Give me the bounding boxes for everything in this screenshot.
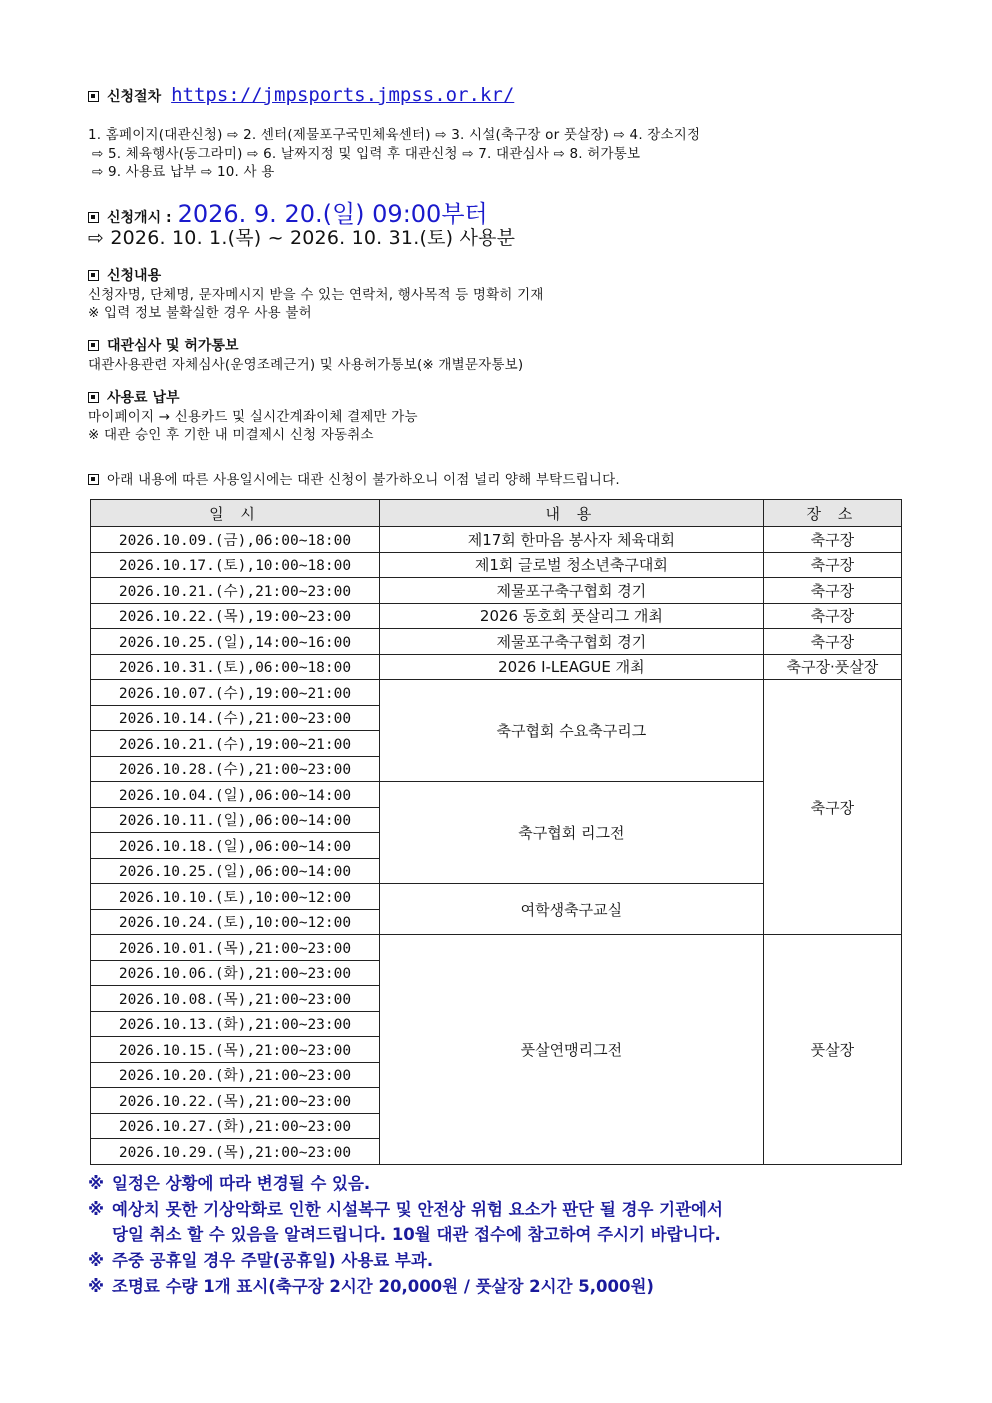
row-content: 제물포구축구협회 경기: [379, 578, 763, 604]
row-place: 축구장: [763, 552, 901, 578]
row-date: 2026.10.06.(화),21:00~23:00: [91, 960, 380, 986]
apply-content-line1: 신청자명, 단체명, 문자메시지 받을 수 있는 연락처, 행사목적 등 명확히 기재: [88, 287, 544, 303]
row-place: 축구장: [763, 527, 901, 553]
schedule-table: [90, 499, 902, 1165]
booking-site-link[interactable]: https://jmpsports.jmpss.or.kr/: [171, 84, 515, 106]
square-bullet-icon: [88, 270, 99, 281]
row-date: 2026.10.29.(목),21:00~23:00: [91, 1139, 380, 1165]
fee-line1: 마이페이지 → 신용카드 및 실시간계좌이체 결제만 가능: [88, 409, 418, 425]
header-datetime: 일 시: [91, 500, 380, 527]
row-date: 2026.10.07.(수),19:00~21:00: [91, 680, 380, 706]
square-bullet-icon: [88, 91, 99, 102]
row-date: 2026.10.08.(목),21:00~23:00: [91, 986, 380, 1012]
procedure-steps-line2: ⇨ 5. 체육행사(동그라미) ⇨ 6. 날짜지정 및 입력 후 대관신청 ⇨ 7. 대관심사 ⇨ 8. 허가통보: [92, 146, 641, 162]
note-mark: ※: [88, 1251, 105, 1270]
row-date: 2026.10.31.(토),06:00~18:00: [91, 654, 380, 680]
note-mark: ※: [88, 1174, 105, 1193]
row-place: 축구장·풋살장: [763, 654, 901, 680]
row-date: 2026.10.18.(일),06:00~14:00: [91, 833, 380, 859]
table-row: [91, 578, 902, 604]
square-bullet-icon: [88, 474, 99, 485]
row-date: 2026.10.25.(일),06:00~14:00: [91, 858, 380, 884]
table-row: [91, 935, 902, 961]
apply-open-period: ⇨ 2026. 10. 1.(목) ~ 2026. 10. 31.(토) 사용분: [88, 227, 516, 249]
note-2-text-a: 예상치 못한 기상악화로 인한 시설복구 및 안전상 위험 요소가 판단 될 경우 기관에서: [112, 1200, 723, 1219]
row-place: 축구장: [763, 578, 901, 604]
header-content: 내 용: [379, 500, 763, 527]
row-place: 축구장: [763, 603, 901, 629]
note-2: [88, 1196, 723, 1220]
review-label: 대관심사 및 허가통보: [107, 338, 239, 354]
note-1-text: 일정은 상황에 따라 변경될 수 있음.: [112, 1174, 371, 1193]
note-mark: ※: [88, 1200, 105, 1219]
table-header-row: [91, 500, 902, 527]
apply-content-heading: [88, 265, 161, 285]
row-date: 2026.10.13.(화),21:00~23:00: [91, 1011, 380, 1037]
procedure-steps-line1: 1. 홈페이지(대관신청) ⇨ 2. 센터(제물포구국민체육센터) ⇨ 3. 시설(축구장 or 풋살장) ⇨ 4. 장소지정: [88, 127, 701, 143]
review-line1: 대관사용관련 자체심사(운영조례근거) 및 사용허가통보(※ 개별문자통보): [88, 357, 524, 373]
header-place: 장 소: [763, 500, 901, 527]
row-date: 2026.10.17.(토),10:00~18:00: [91, 552, 380, 578]
apply-procedure-heading: [88, 84, 514, 106]
row-content: 제1회 글로벌 청소년축구대회: [379, 552, 763, 578]
row-date: 2026.10.22.(목),19:00~23:00: [91, 603, 380, 629]
fee-heading: [88, 387, 180, 407]
row-date: 2026.10.15.(목),21:00~23:00: [91, 1037, 380, 1063]
square-bullet-icon: [88, 392, 99, 403]
table-row: [91, 527, 902, 553]
row-date: 2026.10.27.(화),21:00~23:00: [91, 1113, 380, 1139]
notice-intro: [88, 468, 620, 488]
group-place-soccer: 축구장: [763, 680, 901, 935]
row-content: 제물포구축구협회 경기: [379, 629, 763, 655]
note-3-text: 주중 공휴일 경우 주말(공휴일) 사용료 부과.: [112, 1251, 434, 1270]
row-content: 제17회 한마음 봉사자 체육대회: [379, 527, 763, 553]
group-content-girls-class: 여학생축구교실: [379, 884, 763, 935]
procedure-steps-line3: ⇨ 9. 사용료 납부 ⇨ 10. 사 용: [92, 164, 275, 180]
square-bullet-icon: [88, 340, 99, 351]
group-content-wed-league: 축구협회 수요축구리그: [379, 680, 763, 782]
row-place: 축구장: [763, 629, 901, 655]
notice-intro-text: 아래 내용에 따른 사용일시에는 대관 신청이 불가하오니 이점 널리 양해 부탁드립니다.: [107, 472, 620, 488]
fee-label: 사용료 납부: [107, 390, 180, 406]
apply-open-datetime: 2026. 9. 20.(일) 09:00부터: [177, 200, 488, 228]
group-content-league: 축구협회 리그전: [379, 782, 763, 884]
apply-content-line2: ※ 입력 정보 불확실한 경우 사용 불허: [88, 305, 312, 321]
row-date: 2026.10.21.(수),21:00~23:00: [91, 578, 380, 604]
table-row: [91, 629, 902, 655]
square-bullet-icon: [88, 212, 99, 223]
apply-open-label: 신청개시 :: [107, 210, 172, 226]
group-place-futsal: 풋살장: [763, 935, 901, 1165]
table-row: [91, 603, 902, 629]
row-date: 2026.10.20.(화),21:00~23:00: [91, 1062, 380, 1088]
note-3: [88, 1247, 433, 1271]
table-row: [91, 552, 902, 578]
fee-line2: ※ 대관 승인 후 기한 내 미결제시 신청 자동취소: [88, 427, 374, 443]
apply-content-label: 신청내용: [107, 268, 162, 284]
row-content: 2026 동호회 풋살리그 개최: [379, 603, 763, 629]
note-2-cont: 당일 취소 할 수 있음을 알려드립니다. 10월 대관 접수에 참고하여 주시기 바랍니다.: [112, 1225, 721, 1244]
row-content: 2026 I-LEAGUE 개최: [379, 654, 763, 680]
group-content-futsal-league: 풋살연맹리그전: [379, 935, 763, 1165]
row-date: 2026.10.10.(토),10:00~12:00: [91, 884, 380, 910]
row-date: 2026.10.14.(수),21:00~23:00: [91, 705, 380, 731]
table-row: [91, 680, 902, 706]
row-date: 2026.10.04.(일),06:00~14:00: [91, 782, 380, 808]
review-heading: [88, 335, 238, 355]
table-row: [91, 654, 902, 680]
note-mark: ※: [88, 1277, 105, 1296]
apply-procedure-label: 신청절차: [107, 89, 162, 105]
row-date: 2026.10.09.(금),06:00~18:00: [91, 527, 380, 553]
row-date: 2026.10.24.(토),10:00~12:00: [91, 909, 380, 935]
note-1: [88, 1170, 370, 1194]
note-4: [88, 1273, 654, 1297]
row-date: 2026.10.25.(일),14:00~16:00: [91, 629, 380, 655]
row-date: 2026.10.01.(목),21:00~23:00: [91, 935, 380, 961]
row-date: 2026.10.21.(수),19:00~21:00: [91, 731, 380, 757]
row-date: 2026.10.28.(수),21:00~23:00: [91, 756, 380, 782]
note-4-text: 조명료 수량 1개 표시(축구장 2시간 20,000원 / 풋살장 2시간 5,000원): [112, 1277, 654, 1296]
row-date: 2026.10.22.(목),21:00~23:00: [91, 1088, 380, 1114]
row-date: 2026.10.11.(일),06:00~14:00: [91, 807, 380, 833]
